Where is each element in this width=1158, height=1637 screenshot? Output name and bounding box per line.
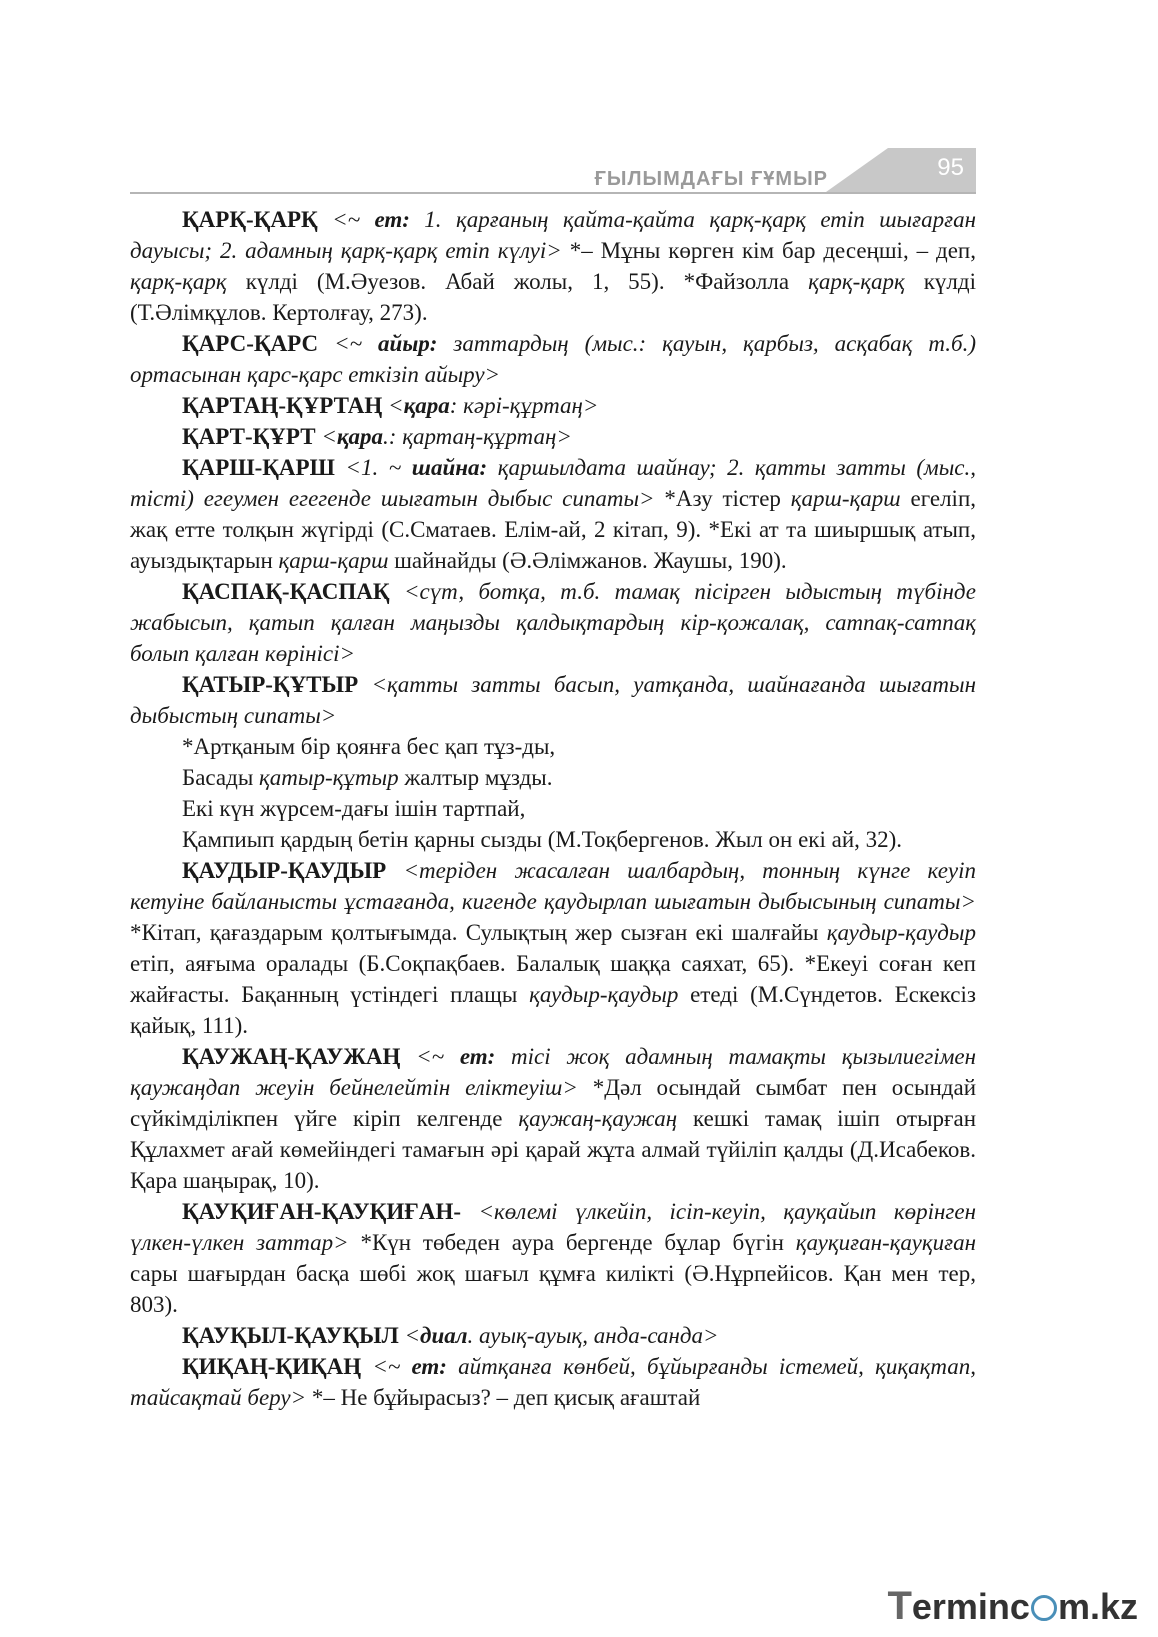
text-span: Екі күн жүрсем-дағы ішін тартпай, — [182, 796, 526, 821]
verse-line — [130, 731, 976, 762]
italic-span: 1. қарғаның қайта-қайта қарқ-қарқ етіп шығарған дауысы; 2. адамның қарқ-қарқ етіп күлуі> — [130, 207, 976, 263]
italic-span: <теріден жасалған шалбардың, тонның күнге кеуіп кетуіне байланысты ұстағанда, кигенде қаудырлап шығатын дыбысының сипаты> — [130, 858, 976, 914]
dictionary-entry — [130, 204, 976, 328]
watermark-part1: erminc — [911, 1586, 1030, 1627]
text-span: күлді (Т.Әлімқұлов. Кертолғау, 273). — [130, 269, 976, 325]
italic-span: <қатты затты басып, уатқанда, шайнағанда шығатын дыбыстың сипаты> — [130, 672, 976, 728]
page-number: 95 — [937, 154, 964, 181]
verse-line — [130, 762, 976, 793]
italic-span: ет: — [411, 1354, 447, 1379]
italic-span: қатыр-құтыр — [259, 765, 399, 790]
text-span: етеді (М.Сүндетов. Ескексіз қайық, 111). — [130, 982, 976, 1038]
entry-headword: ҚАУҚЫЛ-ҚАУҚЫЛ — [182, 1323, 399, 1348]
text-span: жалтыр мұзды. — [398, 765, 553, 790]
italic-span: .: қартаң-құртаң> — [383, 424, 572, 449]
italic-span: қаужаң-қаужаң — [518, 1106, 678, 1131]
italic-span: < — [315, 424, 337, 449]
text-span: етіп, аяғыма оралады (Б.Соқпақбаев. Балалық шаққа саяхат, 65). *Екеуі соған кеп жайғасты. Бақанның үстіндегі плащы — [130, 951, 976, 1007]
text-span: *– Не бұйырасыз? – деп қисық ағаштай — [311, 1385, 701, 1410]
text-span: егеліп, жақ етте толқын жүгірді (С.Сматаев. Елім-ай, 2 кітап, 9). *Екі ат та шиыршық атып, ауыздықтарын — [130, 486, 976, 573]
text-span: Қампиып қардың бетін қарны сызды (М.Тоқбергенов. Жыл он екі ай, 32). — [182, 827, 903, 852]
text-span: Басады — [182, 765, 260, 790]
italic-span: диал — [420, 1323, 468, 1348]
entry-headword: ҚАРҚ-ҚАРҚ — [182, 207, 318, 232]
page-header — [130, 148, 976, 196]
dictionary-entry — [130, 1351, 976, 1413]
dictionary-entry — [130, 576, 976, 669]
text-span: *Дәл осындай сымбат пен осындай сүйкімділікпен үйге кіріп келгенде — [130, 1075, 977, 1131]
text-span: сары шағырдан басқа шөбі жоқ шағыл құмға килікті (Ә.Нұрпейісов. Қан мен тер, 803). — [130, 1261, 976, 1317]
header-rule — [130, 192, 976, 194]
dictionary-entry — [130, 328, 976, 390]
watermark-t: T — [887, 1584, 912, 1628]
site-watermark — [887, 1584, 1138, 1629]
italic-span: ет: — [459, 1044, 496, 1069]
italic-span: <көлемі үлкейіп, ісіп-кеуіп, қауқайып көрінген үлкен-үлкен заттар> — [130, 1199, 976, 1255]
dictionary-entry — [130, 390, 976, 421]
text-span: кешкі тамақ ішіп отырған Құлахмет ағай көмейіндегі тамағын әрі қарай жұта алмай түйіліп қалды (Д.Исабеков. Қара шаңырақ, 10). — [130, 1106, 976, 1193]
entry-headword: ҚАРТ-ҚҰРТ — [182, 424, 316, 449]
italic-span: қарқ-қарқ — [130, 269, 227, 294]
italic-span: қаршылдата шайнау; 2. қатты затты (мыс., тісті) егеумен егегенде шығатын дыбыс сипаты> — [130, 455, 976, 511]
italic-span: айтқанға көнбей, бұйырғанды істемей, қиқақтап, тайсақтай беру> — [130, 1354, 976, 1410]
entry-headword: ҚАУЖАҢ-ҚАУЖАҢ — [182, 1044, 401, 1069]
text-span: *Күн төбеден аура бергенде бұлар бүгін — [360, 1230, 796, 1255]
italic-span: қара — [403, 393, 450, 418]
dictionary-entry — [130, 855, 976, 1041]
italic-span: <сүт, ботқа, т.б. тамақ пісірген ыдыстың түбінде жабысып, қатып қалған маңызды қалдықтардың кір-қожалақ, сатпақ-сатпақ болып қалған көрінісі> — [130, 579, 976, 666]
text-span: *Кітап, қағаздарым қолтығымда. Сулықтың жер сызған екі шалғайы — [130, 920, 827, 945]
magnifier-icon — [1031, 1595, 1057, 1621]
dictionary-entry — [130, 452, 976, 576]
italic-span: қарқ-қарқ — [808, 269, 905, 294]
italic-span: қара — [336, 424, 384, 449]
text-span: күлді (М.Әуезов. Абай жолы, 1, 55). *Файзолла — [226, 269, 809, 294]
italic-span: қаудыр-қаудыр — [826, 920, 976, 945]
entry-headword: ҚАУДЫР-ҚАУДЫР — [182, 858, 387, 883]
italic-span: қауқиған-қауқиған — [795, 1230, 976, 1255]
entry-headword: ҚАРС-ҚАРС — [182, 331, 319, 356]
italic-span: заттардың (мыс.: қауын, қарбыз, асқабақ т.б.) ортасынан қарс-қарс еткізіп айыру> — [130, 331, 977, 387]
italic-span: <~ — [400, 1044, 460, 1069]
text-span: *Азу тістер — [664, 486, 791, 511]
entries-block-2 — [130, 855, 976, 1413]
italic-span: <~ — [318, 331, 379, 356]
verse-line — [130, 793, 976, 824]
entry-headword: ҚАУҚИҒАН-ҚАУҚИҒАН- — [182, 1199, 462, 1224]
dictionary-entry — [130, 669, 976, 731]
entries-block-1 — [130, 204, 976, 731]
italic-span: қарш-қарш — [278, 548, 389, 573]
entry-headword: ҚАРТАҢ-ҚҰРТАҢ — [182, 393, 383, 418]
italic-span: . ауық-ауық, анда-санда> — [467, 1323, 719, 1348]
dictionary-entry — [130, 1196, 976, 1320]
dictionary-text — [130, 204, 976, 1413]
italic-span: тісі жоқ адамның тамақты қызылиегімен қаужаңдап жеуін бейнелейтін еліктеуіш> — [130, 1044, 976, 1100]
text-span: *Артқаным бір қоянға бес қап тұз-ды, — [182, 734, 556, 759]
running-title: ҒЫЛЫМДАҒЫ ҒҰМЫР — [594, 168, 828, 190]
italic-span: < — [398, 1323, 421, 1348]
entry-headword: ҚАСПАҚ-ҚАСПАҚ — [182, 579, 390, 604]
entry-headword: ҚИҚАҢ-ҚИҚАҢ — [182, 1354, 362, 1379]
italic-span: ет: — [374, 207, 410, 232]
text-span: шайнайды (Ә.Әлімжанов. Жаушы, 190). — [388, 548, 787, 573]
italic-span: <1. ~ — [334, 455, 412, 480]
entry-headword: ҚАТЫР-ҚҰТЫР — [182, 672, 359, 697]
verse-line — [130, 824, 976, 855]
dictionary-entry — [130, 421, 976, 452]
italic-span: қарш-қарш — [790, 486, 901, 511]
italic-span: <~ — [361, 1354, 412, 1379]
entry-headword: ҚАРШ-ҚАРШ — [182, 455, 335, 480]
italic-span: қаудыр-қаудыр — [529, 982, 679, 1007]
italic-span: айыр: — [378, 331, 438, 356]
italic-span: <~ — [317, 207, 375, 232]
dictionary-entry — [130, 1320, 976, 1351]
italic-span: : кәрі-құртаң> — [449, 393, 599, 418]
dictionary-entry — [130, 1041, 976, 1196]
text-span: *– Мұны көрген кім бар десеңші, – деп, — [569, 238, 976, 263]
italic-span: шайна: — [411, 455, 488, 480]
verse-block — [130, 731, 976, 855]
watermark-part2: m.kz — [1057, 1586, 1138, 1627]
italic-span: < — [382, 393, 404, 418]
